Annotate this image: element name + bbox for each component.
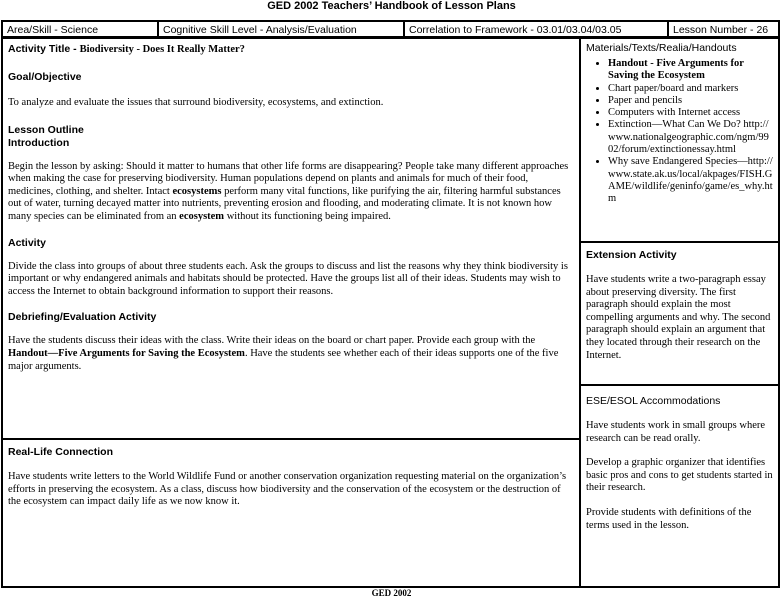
- handout-reference: Handout—Five Arguments for Saving the Ecosystem: [8, 347, 245, 359]
- esol-box: [579, 384, 780, 588]
- list-item: • Computers with Internet access: [608, 107, 773, 119]
- materials-heading: Materials/Texts/Realia/Handouts: [586, 42, 737, 54]
- intro-heading: Introduction: [8, 136, 70, 149]
- extension-text: Have students write a two-paragraph essay about preserving diversity. The first paragraph should explain the most compelling arguments and why. The second paragraph should explain an argument that they located through their research on the Internet.: [586, 274, 771, 361]
- extension-box: [579, 241, 780, 386]
- debrief-heading: Debriefing/Evaluation Activity: [8, 311, 157, 324]
- extension-heading: Extension Activity: [586, 249, 677, 261]
- list-item: • Handout - Five Arguments for Saving the Ecosystem: [608, 58, 773, 83]
- debrief-text: Have the students discuss their ideas with the class. Write their ideas on the board or chart paper. Provide each group with the Handout—Five Arguments for Saving the Ecosystem. Have the students see whether each of their ideas supports one of the five major arguments.: [8, 335, 559, 372]
- page-footer: GED 2002: [371, 588, 412, 598]
- goal-heading: Goal/Objective: [8, 71, 82, 83]
- esol-heading: ESE/ESOL Accommodations: [586, 395, 721, 407]
- lesson-main-box: [1, 37, 581, 440]
- real-life-box: [1, 438, 581, 588]
- activity-heading: Activity: [8, 236, 46, 249]
- esol-text-2: Develop a graphic organizer that identifies basic pros and cons to get students started in their research.: [586, 457, 773, 494]
- correlation-cell: Correlation to Framework - 03.01/03.04/03.05: [405, 22, 669, 36]
- goal-text: To analyze and evaluate the issues that surround biodiversity, ecosystems, and extinction.: [8, 97, 384, 108]
- materials-list: [586, 58, 773, 206]
- list-item: • Why save Endangered Species—http://www.state.ak.us/local/akpages/FISH.GAME/wildlife/geninfo/game/es_why.htm: [608, 156, 773, 205]
- real-life-heading: Real-Life Connection: [8, 446, 114, 458]
- list-item: • Paper and pencils: [608, 95, 773, 107]
- activity-text: Divide the class into groups of about three students each. Ask the groups to discuss and list the reasons why they think biodiversity is important or why endangered animals and habitats should be protected. Have the groups list all of their ideas. Students may wish to access the Internet to obtain background information to support their reasons.: [8, 260, 568, 297]
- esol-text-1: Have students work in small groups where research can be read orally.: [586, 420, 766, 444]
- header-row: [1, 20, 780, 38]
- area-skill-cell: Area/Skill - Science: [3, 22, 159, 36]
- activity-title-text: Biodiversity - Does It Really Matter?: [79, 44, 245, 55]
- intro-text: Begin the lesson by asking: Should it matter to humans that other life forms are disappearing? People take many different approaches when making the case for preserving biodiversity. Human populations depend on plants and animals for much of their food, medicines, clothing, and shelter. Intact ecosystems perform many vital functions, like purifying the air, filtering harmful substances out of water, turning decayed matter into nutrients, preventing erosion and flooding, and moderating climate. It is not known how many species can be eliminated from an ecosystem without its functioning being impaired.: [8, 160, 569, 222]
- document-title: GED 2002 Teachers’ Handbook of Lesson Plans: [267, 0, 516, 12]
- real-life-text: Have students write letters to the World Wildlife Fund or another conservation organization requesting material on the organization’s efforts in preserving the ecosystem. As a class, discuss how biodiversity and the conservation of the ecosystem or the destruction of the ecosystem can impact daily life as we now know it.: [8, 471, 567, 508]
- list-item: • Chart paper/board and markers: [608, 83, 773, 95]
- activity-title-label: Activity Title -: [8, 43, 80, 55]
- outline-heading: Lesson Outline: [8, 123, 84, 136]
- list-item: • Extinction—What Can We Do? http://www.nationalgeographic.com/ngm/9902/forum/extinctionessay.html: [608, 119, 773, 156]
- materials-box: [579, 37, 780, 243]
- activity-title: [8, 43, 574, 56]
- cognitive-level-cell: Cognitive Skill Level - Analysis/Evaluation: [159, 22, 405, 36]
- term-ecosystem: ecosystem: [179, 210, 225, 222]
- esol-text-3: Provide students with definitions of the terms used in the lesson.: [586, 506, 752, 531]
- term-ecosystems: ecosystems: [172, 185, 222, 197]
- lesson-number-cell: Lesson Number - 26: [673, 24, 769, 36]
